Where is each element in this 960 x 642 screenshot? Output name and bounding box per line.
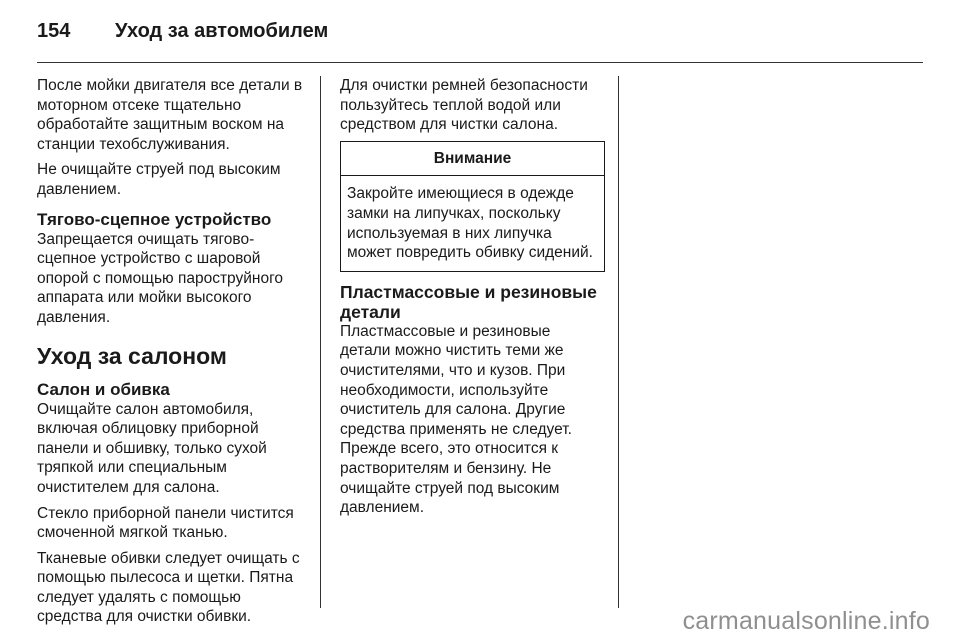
column-divider-left <box>320 76 321 608</box>
notice-title: Внимание <box>341 142 604 177</box>
paragraph-plastic-rubber: Пластмассовые и резиновые детали можно чистить теми же очистителями, что и кузов. При необходимости, используйте очиститель для салона. Другие средства применять не следует. Прежде всего, это относится к растворителям и бензину. Не очищайте струей под высоким давлением. <box>340 322 572 517</box>
column-divider-right <box>618 76 619 608</box>
header-rule <box>37 62 923 63</box>
paragraph-seat-belts: Для очистки ремней безопасности пользуйтесь теплой водой или средством для чистки салона. <box>340 77 588 134</box>
heading-plastic-rubber: Пластмассовые и резиновые детали <box>340 281 597 322</box>
column-right <box>340 76 605 524</box>
notice-box <box>340 141 605 272</box>
column-left <box>37 76 307 633</box>
page-header <box>37 20 328 50</box>
running-title: Уход за автомобилем <box>115 20 329 42</box>
heading-interior-care: Уход за салоном <box>37 342 227 369</box>
paragraph-engine-wax: После мойки двигателя все детали в моторном отсеке тщательно обработайте защитным воском на станции техобслуживания. <box>37 77 303 153</box>
page-number: 154 <box>37 20 71 42</box>
heading-towbar: Тягово-сцепное устройство <box>37 209 272 229</box>
paragraph-fabric-upholstery: Тканевые обивки следует очищать с помощью пылесоса и щетки. Пятна следует удалять с помощью средства для очистки обивки. <box>37 549 300 626</box>
paragraph-interior-cleaning: Очищайте салон автомобиля, включая облицовку приборной панели и обшивку, только сухой тряпкой или специальным очистителем для салона. <box>37 400 267 496</box>
paragraph-no-high-pressure: Не очищайте струей под высоким давлением. <box>37 161 281 198</box>
notice-body: Закройте имеющиеся в одежде замки на липучках, поскольку используемая в них липучка может повредить обивку сидений. <box>347 185 593 262</box>
paragraph-towbar: Запрещается очищать тягово-сцепное устройство с шаровой опорой с помощью пароструйного аппарата или мойки высокого давления. <box>37 230 284 326</box>
heading-interior-upholstery: Салон и обивка <box>37 379 170 399</box>
paragraph-instrument-glass: Стекло приборной панели чистится смоченной мягкой тканью. <box>37 504 294 542</box>
watermark: carmanualsonline.info <box>682 607 930 635</box>
